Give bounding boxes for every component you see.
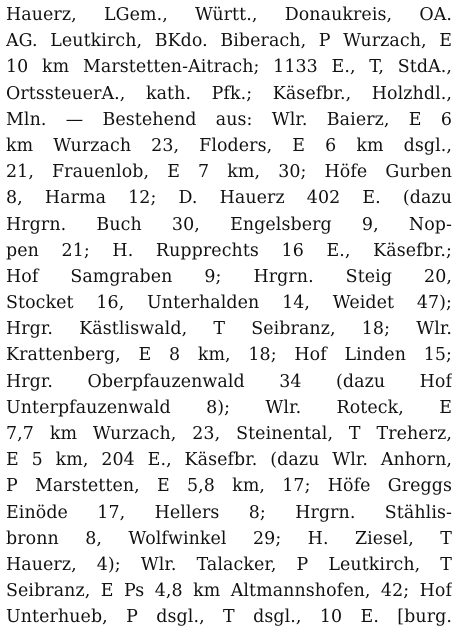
entry-line: 8, Harma 12; D. Hauerz 402 E. (dazu bbox=[6, 188, 452, 209]
entry-line: Hof Samgraben 9; Hrgrn. Steig 20, bbox=[6, 266, 452, 287]
entry-line: E 5 km, 204 E., Käsefbr. (dazu Wlr. Anhorn, bbox=[6, 450, 452, 471]
entry-line: Hrgr. Kästliswald, T Seibranz, 18; Wlr. bbox=[6, 319, 452, 340]
entry-line: Einöde 17, Hellers 8; Hrgrn. Stählis- bbox=[6, 502, 452, 523]
entry-line: OrtssteuerA., kath. Pfk.; Käsefbr., Holzhdl., bbox=[6, 83, 452, 104]
entry-line: Unterhueb, P dsgl., T dsgl., 10 E. [burg. bbox=[6, 607, 452, 628]
entry-line: Hrgrn. Buch 30, Engelsberg 9, Nop- bbox=[6, 214, 452, 235]
entry-line: Unterpfauzenwald 8); Wlr. Roteck, E bbox=[6, 397, 452, 418]
entry-line: Hauerz, LGem., Württ., Donaukreis, OA. bbox=[6, 5, 452, 25]
entry-line: pen 21; H. Rupprechts 16 E., Käsefbr.; bbox=[6, 240, 452, 261]
entry-line: P Marstetten, E 5,8 km, 17; Höfe Greggs bbox=[6, 476, 452, 497]
entry-line: Mln. — Bestehend aus: Wlr. Baierz, E 6 bbox=[6, 109, 452, 130]
entry-line: Hauerz, 4); Wlr. Talacker, P Leutkirch, T bbox=[6, 554, 452, 575]
entry-line: Hrgr. Oberpfauzenwald 34 (dazu Hof bbox=[6, 371, 452, 392]
entry-line: Seibranz, E Ps 4,8 km Altmannshofen, 42; Hof bbox=[6, 581, 452, 602]
entry-line: km Wurzach 23, Floders, E 6 km dsgl., bbox=[6, 135, 452, 156]
entry-line: 10 km Marstetten-Aitrach; 1133 E., T, StdA., bbox=[6, 57, 452, 78]
entry-line: 7,7 km Wurzach, 23, Steinental, T Treherz, bbox=[6, 424, 452, 444]
entry-line: Krattenberg, E 8 km, 18; Hof Linden 15; bbox=[6, 345, 452, 366]
entry-line: Stocket 16, Unterhalden 14, Weidet 47); bbox=[6, 293, 452, 314]
entry-line: AG. Leutkirch, BKdo. Biberach, P Wurzach, E bbox=[6, 31, 452, 52]
gazetteer-entry-hauerz bbox=[6, 2, 452, 631]
entry-line: bronn 8, Wolfwinkel 29; H. Ziesel, T bbox=[6, 528, 452, 549]
entry-line: 21, Frauenlob, E 7 km, 30; Höfe Gurben bbox=[6, 162, 452, 183]
